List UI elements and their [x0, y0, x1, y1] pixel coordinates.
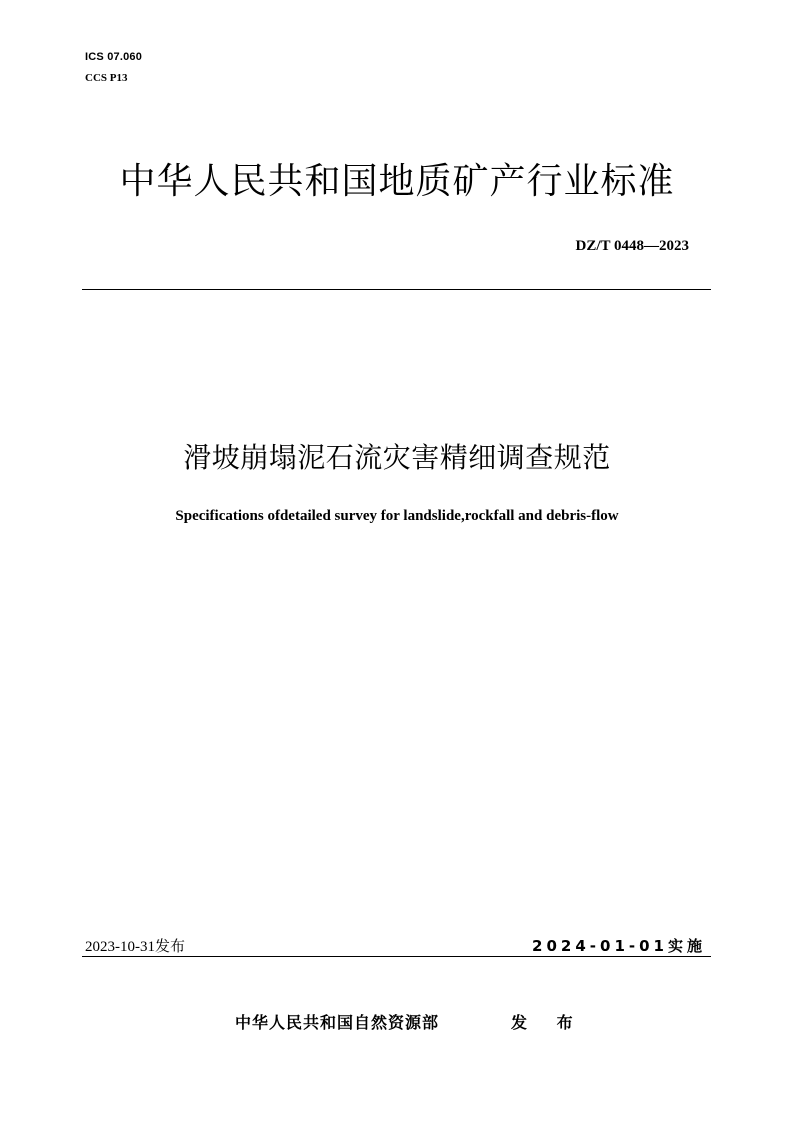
publisher-name: 中华人民共和国自然资源部: [235, 1013, 440, 1032]
standard-category-title: 中华人民共和国地质矿产行业标准: [119, 161, 675, 202]
implementation-date: 2024-01-01实施: [532, 937, 706, 955]
release-date: 2023-10-31发布: [85, 939, 185, 955]
ccs-code: CCS P13: [85, 72, 128, 84]
document-title-en: Specifications ofdetailed survey for landslide,rockfall and debris-flow: [175, 508, 619, 524]
footer-divider: [82, 956, 711, 957]
publish-label: 发 布: [511, 1013, 585, 1032]
standard-number: DZ/T 0448—2023: [575, 238, 689, 254]
ics-code: ICS 07.060: [85, 51, 143, 63]
header-divider: [82, 289, 711, 290]
document-title-zh: 滑坡崩塌泥石流灾害精细调查规范: [183, 441, 611, 474]
